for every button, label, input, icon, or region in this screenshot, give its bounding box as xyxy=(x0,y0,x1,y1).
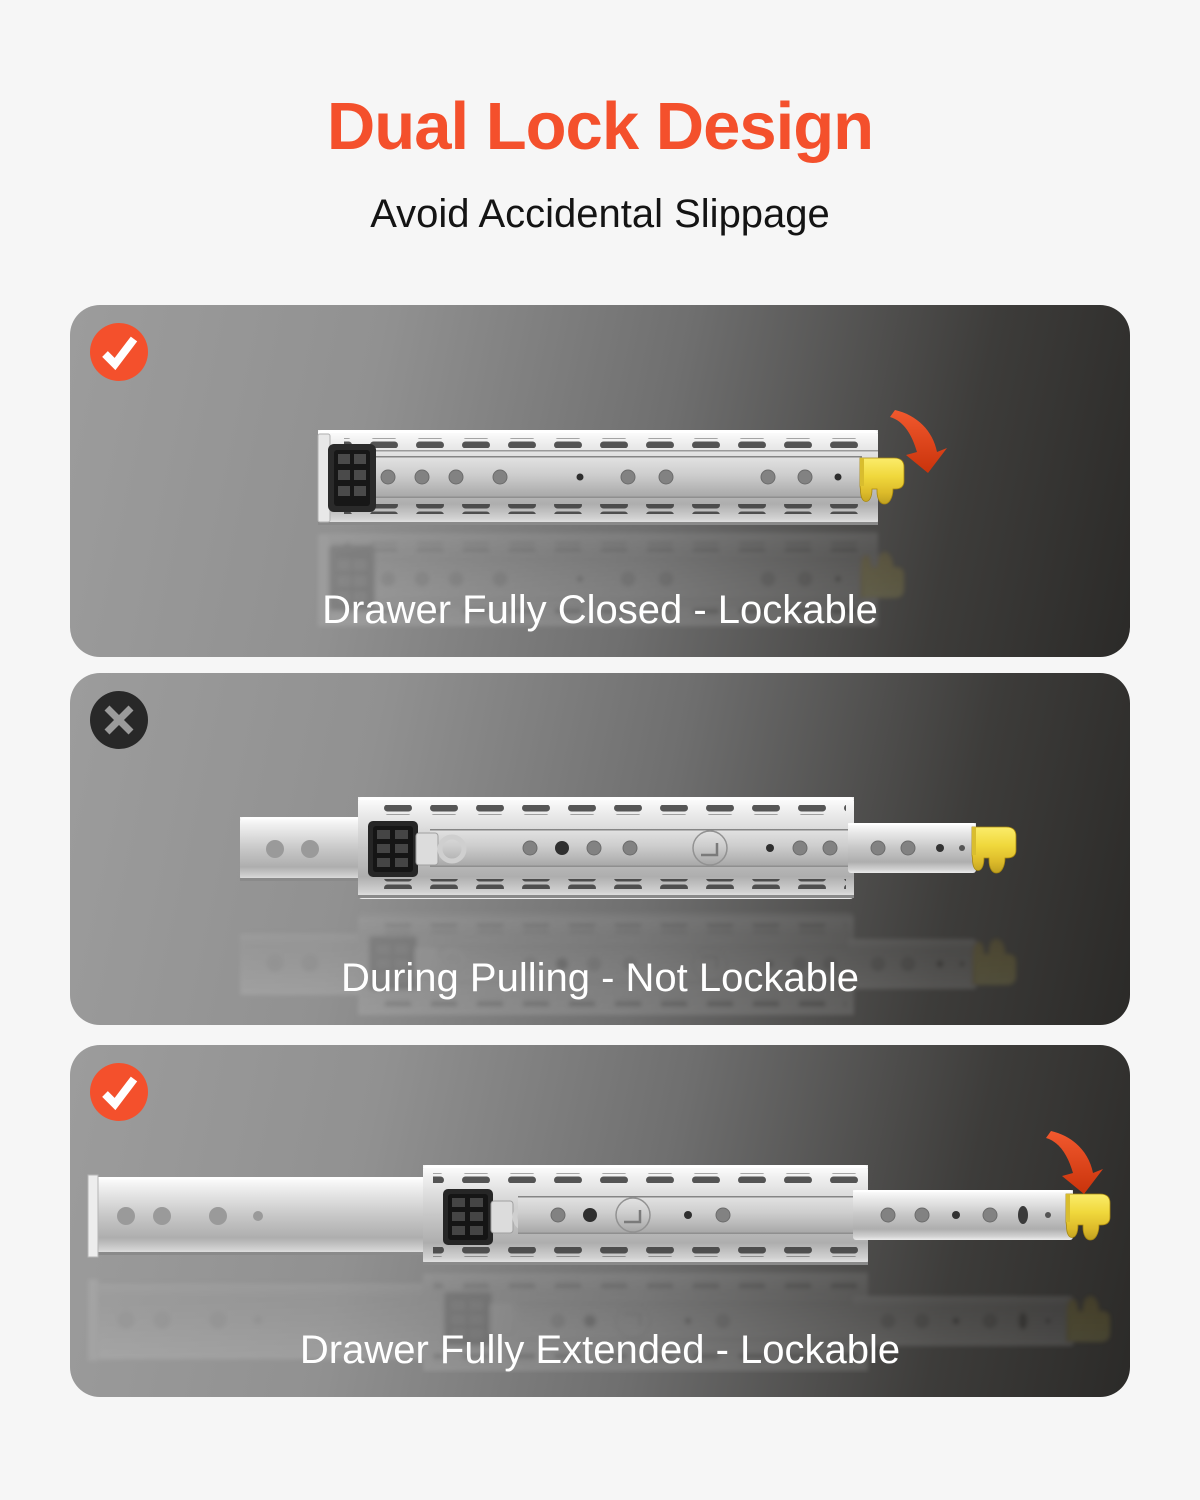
lock-disc xyxy=(616,1198,650,1232)
panel-caption: During Pulling - Not Lockable xyxy=(340,956,860,1000)
panel-caption: Drawer Fully Extended - Lockable xyxy=(299,1328,901,1372)
panel-during-pulling xyxy=(70,673,1130,1025)
yellow-lock-lever xyxy=(860,458,904,504)
panel-caption: Drawer Fully Closed - Lockable xyxy=(322,588,878,632)
x-icon xyxy=(90,691,148,749)
page-subtitle: Avoid Accidental Slippage xyxy=(370,192,830,236)
page-title: Dual Lock Design xyxy=(326,89,874,164)
panel-drawer-fully-extended xyxy=(70,1045,1130,1397)
orange-arrow-icon xyxy=(1046,1131,1103,1194)
lock-disc xyxy=(693,831,727,865)
yellow-lock-lever xyxy=(1066,1194,1110,1240)
panel-drawer-fully-closed xyxy=(70,305,1130,657)
check-icon xyxy=(90,323,148,381)
check-icon xyxy=(90,1063,148,1121)
yellow-lock-lever xyxy=(972,827,1016,873)
